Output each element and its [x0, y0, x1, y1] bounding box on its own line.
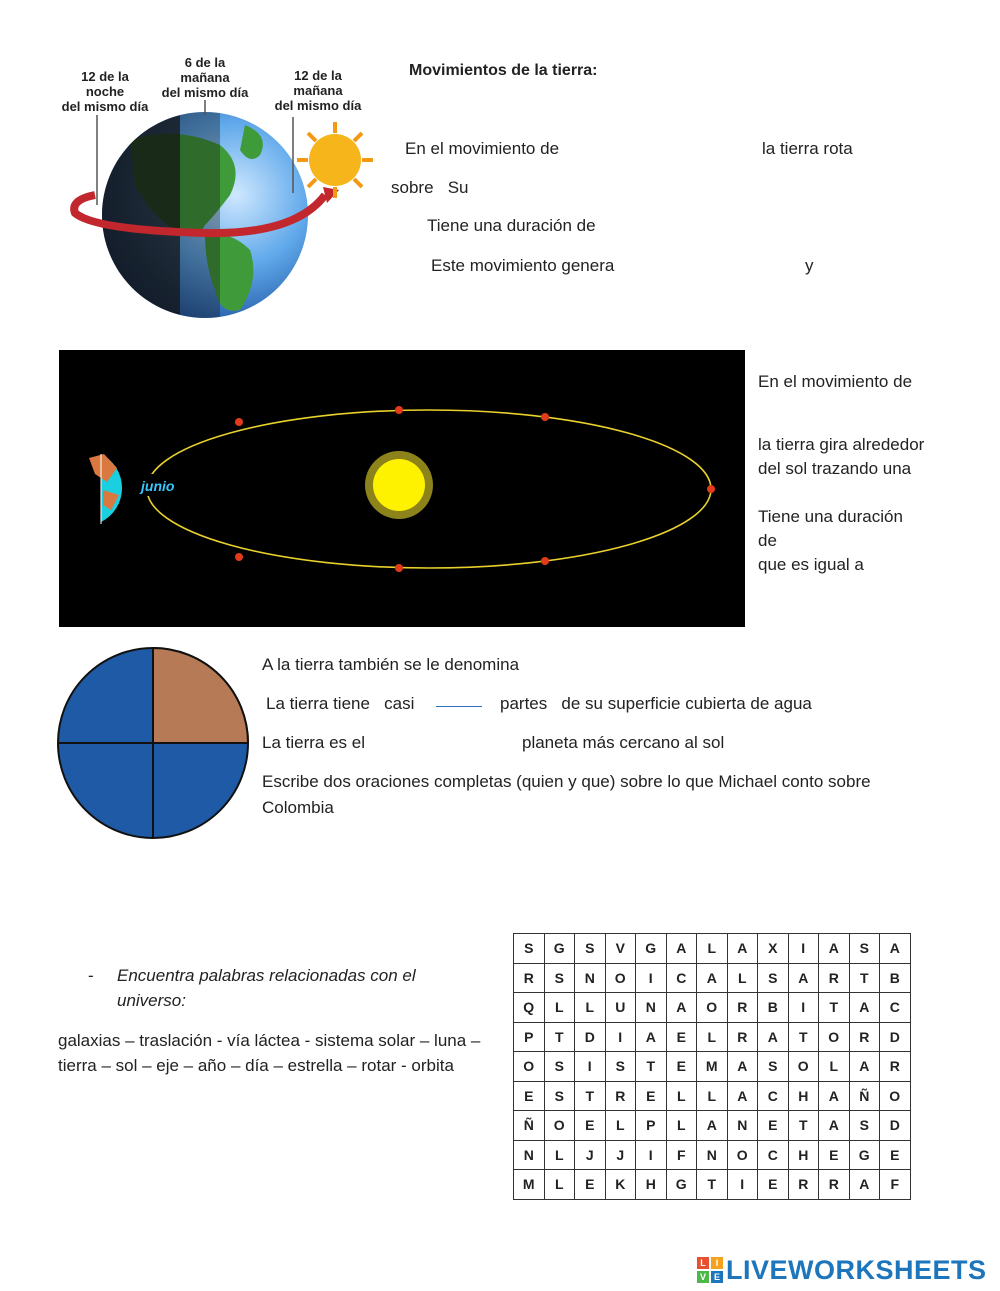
grid-cell[interactable]: I [636, 1140, 667, 1170]
month-label: junio [141, 478, 175, 494]
grid-cell[interactable]: D [880, 1022, 911, 1052]
grid-cell[interactable]: J [575, 1140, 606, 1170]
sun-icon [365, 451, 433, 519]
grid-cell[interactable]: M [514, 1170, 545, 1200]
grid-cell[interactable]: T [697, 1170, 728, 1200]
grid-cell[interactable]: H [636, 1170, 667, 1200]
water-line-3b: planeta más cercano al sol [522, 733, 725, 752]
grid-cell[interactable]: C [880, 993, 911, 1023]
grid-cell[interactable]: B [880, 963, 911, 993]
grid-cell[interactable]: J [605, 1140, 636, 1170]
label-noon: 12 de la mañana del mismo día [274, 68, 362, 113]
grid-cell[interactable]: A [727, 934, 758, 964]
grid-cell[interactable]: S [575, 934, 606, 964]
translation-line-2: la tierra gira alrededor [758, 435, 925, 454]
water-pie-chart [55, 645, 251, 841]
grid-cell[interactable]: S [758, 963, 789, 993]
rotation-line-2: sobre Su [391, 178, 469, 197]
grid-cell[interactable]: L [819, 1052, 850, 1082]
grid-cell[interactable]: D [880, 1111, 911, 1141]
water-line-4a: Escribe dos oraciones completas (quien y que) sobre lo que Michael conto sobre [262, 772, 871, 791]
grid-cell[interactable]: O [514, 1052, 545, 1082]
grid-row [514, 993, 911, 1023]
grid-cell[interactable]: A [697, 963, 728, 993]
translation-line-4: Tiene una duración [758, 507, 903, 526]
grid-cell[interactable]: I [575, 1052, 606, 1082]
grid-cell[interactable]: L [666, 1081, 697, 1111]
grid-cell[interactable]: U [605, 993, 636, 1023]
grid-row [514, 1111, 911, 1141]
grid-cell[interactable]: H [788, 1081, 819, 1111]
grid-cell[interactable]: O [788, 1052, 819, 1082]
grid-cell[interactable]: A [758, 1022, 789, 1052]
grid-cell[interactable]: R [727, 993, 758, 1023]
label-six-am: 6 de la mañana del mismo día [161, 55, 249, 100]
orbit-markers [235, 406, 715, 572]
grid-cell[interactable]: Q [514, 993, 545, 1023]
grid-cell[interactable]: A [636, 1022, 667, 1052]
grid-cell[interactable]: L [605, 1111, 636, 1141]
grid-cell[interactable]: L [544, 1170, 575, 1200]
grid-cell[interactable]: A [849, 1052, 880, 1082]
word-list-a: galaxias – traslación - vía láctea - sistema solar – luna – [58, 1031, 481, 1050]
word-search-table [513, 933, 911, 1200]
grid-cell[interactable]: A [666, 934, 697, 964]
grid-row [514, 1081, 911, 1111]
grid-cell[interactable]: P [636, 1111, 667, 1141]
grid-cell[interactable]: R [819, 963, 850, 993]
grid-cell[interactable]: A [849, 993, 880, 1023]
grid-cell[interactable]: E [636, 1081, 667, 1111]
grid-cell[interactable]: Ñ [849, 1081, 880, 1111]
grid-cell[interactable]: T [788, 1111, 819, 1141]
grid-cell[interactable]: H [788, 1140, 819, 1170]
grid-cell[interactable]: T [819, 993, 850, 1023]
grid-cell[interactable]: E [819, 1140, 850, 1170]
grid-row [514, 1170, 911, 1200]
grid-cell[interactable]: E [666, 1052, 697, 1082]
grid-cell[interactable]: N [514, 1140, 545, 1170]
rotation-line-4a: Este movimiento genera [431, 256, 615, 275]
grid-cell[interactable]: L [544, 1140, 575, 1170]
sun-icon [297, 122, 373, 198]
grid-cell[interactable]: T [575, 1081, 606, 1111]
grid-cell[interactable]: L [697, 1081, 728, 1111]
translation-line-6: que es igual a [758, 555, 864, 574]
grid-cell[interactable]: O [544, 1111, 575, 1141]
grid-cell[interactable]: S [514, 934, 545, 964]
grid-cell[interactable]: N [636, 993, 667, 1023]
grid-cell[interactable]: B [758, 993, 789, 1023]
water-line-1: A la tierra también se le denomina [262, 655, 520, 674]
earth-globe [95, 105, 308, 320]
grid-cell[interactable]: M [697, 1052, 728, 1082]
grid-cell[interactable]: R [849, 1022, 880, 1052]
grid-cell[interactable]: Ñ [514, 1111, 545, 1141]
grid-cell[interactable]: S [544, 963, 575, 993]
grid-cell[interactable]: A [727, 1052, 758, 1082]
grid-cell[interactable]: F [880, 1170, 911, 1200]
grid-cell[interactable]: E [880, 1140, 911, 1170]
grid-cell[interactable]: F [666, 1140, 697, 1170]
water-line-3a: La tierra es el [262, 733, 365, 752]
grid-cell[interactable]: R [819, 1170, 850, 1200]
logo-blocks: L I V E [697, 1257, 723, 1283]
grid-cell[interactable]: E [514, 1081, 545, 1111]
grid-cell[interactable]: E [575, 1170, 606, 1200]
grid-cell[interactable]: A [819, 934, 850, 964]
grid-cell[interactable]: O [880, 1081, 911, 1111]
grid-cell[interactable]: C [758, 1081, 789, 1111]
grid-cell[interactable]: E [666, 1022, 697, 1052]
grid-cell[interactable]: R [514, 963, 545, 993]
grid-cell[interactable]: T [849, 963, 880, 993]
grid-cell[interactable]: S [758, 1052, 789, 1082]
grid-cell[interactable]: N [727, 1111, 758, 1141]
rotation-line-3: Tiene una duración de [427, 216, 596, 235]
orbit-panel [59, 350, 745, 627]
grid-cell[interactable]: I [788, 934, 819, 964]
grid-cell[interactable]: I [605, 1022, 636, 1052]
grid-cell[interactable]: L [727, 963, 758, 993]
word-search-grid [513, 933, 911, 1200]
water-line-4b: Colombia [262, 798, 334, 817]
answer-blank[interactable] [436, 706, 482, 707]
grid-cell[interactable]: E [575, 1111, 606, 1141]
grid-cell[interactable]: S [544, 1081, 575, 1111]
grid-row [514, 963, 911, 993]
grid-cell[interactable]: T [788, 1022, 819, 1052]
grid-cell[interactable]: T [636, 1052, 667, 1082]
grid-cell[interactable]: A [880, 934, 911, 964]
grid-cell[interactable]: V [605, 934, 636, 964]
grid-cell[interactable]: T [544, 1022, 575, 1052]
grid-cell[interactable]: A [819, 1081, 850, 1111]
rotation-line-4b: y [805, 256, 814, 275]
earth-icon [80, 454, 122, 524]
grid-cell[interactable]: C [758, 1140, 789, 1170]
grid-cell[interactable]: G [636, 934, 667, 964]
grid-cell[interactable]: R [605, 1081, 636, 1111]
grid-cell[interactable]: G [544, 934, 575, 964]
instruction-b: universo: [117, 991, 186, 1010]
grid-cell[interactable]: A [819, 1111, 850, 1141]
grid-cell[interactable]: R [880, 1052, 911, 1082]
instruction-a: Encuentra palabras relacionadas con el [117, 966, 416, 985]
grid-cell[interactable]: X [758, 934, 789, 964]
page-title: Movimientos de la tierra: [409, 62, 598, 79]
grid-cell[interactable]: K [605, 1170, 636, 1200]
grid-cell[interactable]: D [575, 1022, 606, 1052]
grid-cell[interactable]: A [849, 1170, 880, 1200]
grid-cell[interactable]: O [605, 963, 636, 993]
grid-cell[interactable]: L [697, 934, 728, 964]
grid-row [514, 1140, 911, 1170]
grid-row [514, 934, 911, 964]
grid-cell[interactable]: I [727, 1170, 758, 1200]
grid-cell[interactable]: A [727, 1081, 758, 1111]
grid-cell[interactable]: S [544, 1052, 575, 1082]
label-midnight: 12 de la noche del mismo día [61, 69, 149, 114]
grid-cell[interactable]: A [666, 993, 697, 1023]
grid-cell[interactable]: R [788, 1170, 819, 1200]
grid-cell[interactable]: E [758, 1111, 789, 1141]
grid-row [514, 1052, 911, 1082]
translation-line-1: En el movimiento de [758, 372, 913, 391]
grid-cell[interactable]: O [727, 1140, 758, 1170]
liveworksheets-logo [697, 1254, 987, 1286]
grid-cell[interactable]: P [514, 1022, 545, 1052]
word-list-b: tierra – sol – eje – año – día – estrella – rotar - orbita [58, 1056, 454, 1075]
grid-cell[interactable]: C [666, 963, 697, 993]
grid-cell[interactable]: I [788, 993, 819, 1023]
grid-cell[interactable]: L [666, 1111, 697, 1141]
bullet: - [88, 966, 94, 985]
grid-cell[interactable]: G [849, 1140, 880, 1170]
grid-cell[interactable]: O [697, 993, 728, 1023]
grid-cell[interactable]: S [605, 1052, 636, 1082]
grid-cell[interactable]: A [697, 1111, 728, 1141]
pie-land-slice [153, 648, 248, 743]
grid-cell[interactable]: A [788, 963, 819, 993]
grid-cell[interactable]: L [544, 993, 575, 1023]
grid-cell[interactable]: N [697, 1140, 728, 1170]
grid-cell[interactable]: S [849, 934, 880, 964]
grid-cell[interactable]: L [575, 993, 606, 1023]
logo-text: LIVEWORKSHEETS [726, 1254, 987, 1285]
grid-cell[interactable]: S [849, 1111, 880, 1141]
grid-cell[interactable]: R [727, 1022, 758, 1052]
grid-cell[interactable]: L [697, 1022, 728, 1052]
rotation-line-1b: la tierra rota [762, 139, 853, 158]
rotation-line-1a: En el movimiento de [405, 139, 560, 158]
translation-line-5: de [758, 531, 777, 550]
water-line-2a: La tierra tiene casi [266, 694, 415, 713]
grid-cell[interactable]: I [636, 963, 667, 993]
translation-line-3: del sol trazando una [758, 459, 912, 478]
grid-cell[interactable]: G [666, 1170, 697, 1200]
grid-cell[interactable]: N [575, 963, 606, 993]
water-line-2b: partes de su superficie cubierta de agua [500, 694, 812, 713]
grid-cell[interactable]: O [819, 1022, 850, 1052]
grid-row [514, 1022, 911, 1052]
grid-cell[interactable]: E [758, 1170, 789, 1200]
